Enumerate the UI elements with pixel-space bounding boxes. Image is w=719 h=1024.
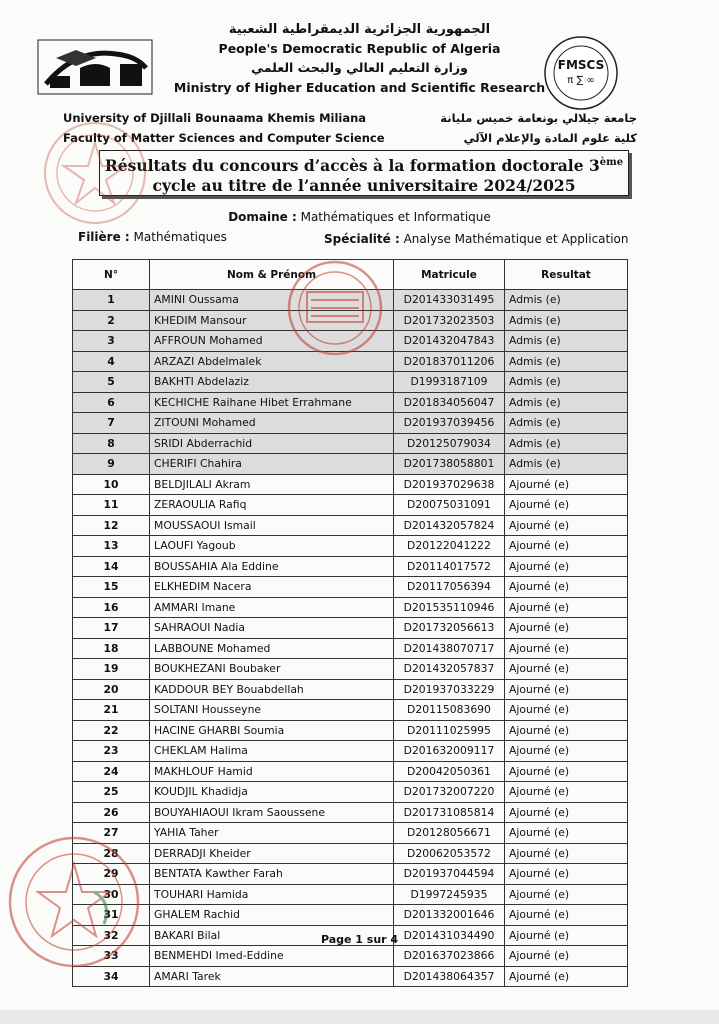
row-name: LAOUFI Yagoub	[150, 536, 394, 557]
row-name: BENMEHDI Imed-Eddine	[150, 946, 394, 967]
row-result: Ajourné (e)	[505, 864, 628, 885]
row-matricule: D201637023866	[394, 946, 505, 967]
row-result: Ajourné (e)	[505, 700, 628, 721]
table-row	[73, 331, 628, 352]
row-result: Ajourné (e)	[505, 577, 628, 598]
row-matricule: D1993187109	[394, 372, 505, 393]
row-matricule: D201937044594	[394, 864, 505, 885]
ministry-line: Ministry of Higher Education and Scientific Research	[173, 80, 546, 95]
row-name: HACINE GHARBI Soumia	[150, 720, 394, 741]
row-result: Admis (e)	[505, 433, 628, 454]
row-name: BOUSSAHIA Ala Eddine	[150, 556, 394, 577]
row-name: AMARI Tarek	[150, 966, 394, 987]
row-result: Admis (e)	[505, 392, 628, 413]
table-row	[73, 905, 628, 926]
row-matricule: D201438070717	[394, 638, 505, 659]
row-name: AMINI Oussama	[150, 290, 394, 311]
filiere-line	[78, 230, 227, 244]
faculty-name: Faculty of Matter Sciences and Computer Science	[63, 131, 385, 145]
table-row	[73, 946, 628, 967]
table-row	[73, 884, 628, 905]
row-number: 13	[73, 536, 150, 557]
row-result: Ajourné (e)	[505, 925, 628, 946]
row-result: Ajourné (e)	[505, 720, 628, 741]
faculty-logo-text: FMSCS	[557, 58, 605, 72]
row-matricule: D201438064357	[394, 966, 505, 987]
row-number: 9	[73, 454, 150, 475]
row-result: Admis (e)	[505, 413, 628, 434]
row-number: 11	[73, 495, 150, 516]
row-name: ELKHEDIM Nacera	[150, 577, 394, 598]
row-name: KECHICHE Raihane Hibet Errahmane	[150, 392, 394, 413]
row-name: SOLTANI Housseyne	[150, 700, 394, 721]
row-name: AMMARI Imane	[150, 597, 394, 618]
row-name: CHEKLAM Halima	[150, 741, 394, 762]
domain-label: Domaine :	[228, 210, 297, 224]
row-number: 14	[73, 556, 150, 577]
row-matricule: D201731085814	[394, 802, 505, 823]
row-name: SRIDI Abderrachid	[150, 433, 394, 454]
row-matricule: D20115083690	[394, 700, 505, 721]
table-row	[73, 454, 628, 475]
table-row	[73, 474, 628, 495]
university-name: University of Djillali Bounaama Khemis Miliana	[63, 111, 367, 125]
row-matricule: D201738058801	[394, 454, 505, 475]
table-row	[73, 392, 628, 413]
row-number: 16	[73, 597, 150, 618]
filiere-value: Mathématiques	[129, 230, 227, 244]
header-number: N°	[73, 260, 150, 290]
row-name: MAKHLOUF Hamid	[150, 761, 394, 782]
specialite-value: Analyse Mathématique et Application	[399, 232, 629, 246]
row-matricule: D201732056613	[394, 618, 505, 639]
row-number: 26	[73, 802, 150, 823]
row-name: TOUHARI Hamida	[150, 884, 394, 905]
row-matricule: D201632009117	[394, 741, 505, 762]
row-matricule: D201937033229	[394, 679, 505, 700]
results-table	[72, 259, 628, 987]
row-number: 20	[73, 679, 150, 700]
row-result: Ajourné (e)	[505, 823, 628, 844]
row-result: Admis (e)	[505, 454, 628, 475]
row-name: BAKARI Bilal	[150, 925, 394, 946]
table-row	[73, 618, 628, 639]
row-number: 17	[73, 618, 150, 639]
row-matricule: D201433031495	[394, 290, 505, 311]
row-name: ZERAOULIA Rafiq	[150, 495, 394, 516]
row-number: 33	[73, 946, 150, 967]
row-name: GHALEM Rachid	[150, 905, 394, 926]
table-row	[73, 741, 628, 762]
republic-line: People's Democratic Republic of Algeria	[218, 41, 501, 56]
row-matricule: D1997245935	[394, 884, 505, 905]
row-result: Ajourné (e)	[505, 946, 628, 967]
row-matricule: D20114017572	[394, 556, 505, 577]
row-matricule: D201937029638	[394, 474, 505, 495]
row-result: Ajourné (e)	[505, 884, 628, 905]
row-name: DERRADJI Kheider	[150, 843, 394, 864]
row-name: CHERIFI Chahira	[150, 454, 394, 475]
row-number: 23	[73, 741, 150, 762]
row-number: 3	[73, 331, 150, 352]
row-name: AFFROUN Mohamed	[150, 331, 394, 352]
row-result: Ajourné (e)	[505, 966, 628, 987]
results-title	[99, 150, 629, 196]
row-name: BELDJILALI Akram	[150, 474, 394, 495]
row-result: Ajourné (e)	[505, 843, 628, 864]
row-number: 29	[73, 864, 150, 885]
row-name: ARZAZI Abdelmalek	[150, 351, 394, 372]
table-row	[73, 638, 628, 659]
row-result: Admis (e)	[505, 372, 628, 393]
row-matricule: D201535110946	[394, 597, 505, 618]
row-result: Ajourné (e)	[505, 536, 628, 557]
faculty-name-arabic: كلية علوم المادة والإعلام الآلي	[463, 131, 637, 145]
row-matricule: D20125079034	[394, 433, 505, 454]
row-result: Admis (e)	[505, 310, 628, 331]
row-result: Ajourné (e)	[505, 782, 628, 803]
bottom-margin	[0, 1010, 719, 1024]
specialite-line	[324, 232, 629, 246]
row-name: KOUDJIL Khadidja	[150, 782, 394, 803]
row-matricule: D201732007220	[394, 782, 505, 803]
table-row	[73, 556, 628, 577]
row-result: Ajourné (e)	[505, 638, 628, 659]
arabic-ministry-line: وزارة التعليم العالي والبحث العلمي	[251, 60, 468, 75]
row-matricule: D20042050361	[394, 761, 505, 782]
row-number: 30	[73, 884, 150, 905]
table-row	[73, 351, 628, 372]
row-name: ZITOUNI Mohamed	[150, 413, 394, 434]
table-row	[73, 577, 628, 598]
row-matricule: D20128056671	[394, 823, 505, 844]
row-number: 4	[73, 351, 150, 372]
domain-value: Mathématiques et Informatique	[296, 210, 491, 224]
row-number: 19	[73, 659, 150, 680]
row-name: YAHIA Taher	[150, 823, 394, 844]
header-name: Nom & Prénom	[150, 260, 394, 290]
row-number: 31	[73, 905, 150, 926]
table-header-row	[73, 260, 628, 290]
row-matricule: D20111025995	[394, 720, 505, 741]
table-row	[73, 761, 628, 782]
row-matricule: D20117056394	[394, 577, 505, 598]
row-number: 18	[73, 638, 150, 659]
row-result: Ajourné (e)	[505, 679, 628, 700]
table-row	[73, 413, 628, 434]
table-row	[73, 597, 628, 618]
header-result: Resultat	[505, 260, 628, 290]
table-row	[73, 679, 628, 700]
table-row	[73, 700, 628, 721]
row-matricule: D201834056047	[394, 392, 505, 413]
table-row	[73, 864, 628, 885]
title-superscript: ème	[599, 157, 624, 168]
table-row	[73, 843, 628, 864]
row-result: Ajourné (e)	[505, 741, 628, 762]
row-result: Admis (e)	[505, 351, 628, 372]
table-row	[73, 802, 628, 823]
row-matricule: D201431034490	[394, 925, 505, 946]
row-number: 32	[73, 925, 150, 946]
row-result: Ajourné (e)	[505, 597, 628, 618]
table-row	[73, 515, 628, 536]
arabic-republic-line: الجمهورية الجزائرية الديمقراطية الشعبية	[228, 22, 491, 37]
table-row	[73, 966, 628, 987]
row-matricule: D201837011206	[394, 351, 505, 372]
row-name: KADDOUR BEY Bouabdellah	[150, 679, 394, 700]
row-result: Ajourné (e)	[505, 761, 628, 782]
svg-text:π ∑ ∞: π ∑ ∞	[567, 75, 595, 86]
row-number: 34	[73, 966, 150, 987]
row-result: Ajourné (e)	[505, 905, 628, 926]
title-line-1: Résultats du concours d’accès à la formation doctorale 3	[104, 156, 600, 176]
row-name: KHEDIM Mansour	[150, 310, 394, 331]
row-matricule: D201432057837	[394, 659, 505, 680]
row-number: 24	[73, 761, 150, 782]
row-result: Ajourné (e)	[505, 556, 628, 577]
title-line-2: cycle au titre de l’année universitaire 2024/2025	[152, 176, 576, 196]
row-matricule: D201332001646	[394, 905, 505, 926]
row-number: 25	[73, 782, 150, 803]
row-number: 1	[73, 290, 150, 311]
table-row	[73, 290, 628, 311]
row-result: Admis (e)	[505, 331, 628, 352]
table-row	[73, 659, 628, 680]
row-number: 12	[73, 515, 150, 536]
row-matricule: D201432047843	[394, 331, 505, 352]
row-number: 21	[73, 700, 150, 721]
table-row	[73, 433, 628, 454]
row-matricule: D201937039456	[394, 413, 505, 434]
row-result: Ajourné (e)	[505, 659, 628, 680]
row-matricule: D20122041222	[394, 536, 505, 557]
row-result: Ajourné (e)	[505, 515, 628, 536]
row-number: 8	[73, 433, 150, 454]
page-number: Page 1 sur 4	[320, 933, 399, 946]
row-number: 28	[73, 843, 150, 864]
row-result: Ajourné (e)	[505, 802, 628, 823]
table-row	[73, 823, 628, 844]
row-name: SAHRAOUI Nadia	[150, 618, 394, 639]
row-result: Admis (e)	[505, 290, 628, 311]
table-row	[73, 536, 628, 557]
row-name: BOUYAHIAOUI Ikram Saoussene	[150, 802, 394, 823]
table-row	[73, 372, 628, 393]
table-row	[73, 495, 628, 516]
row-name: LABBOUNE Mohamed	[150, 638, 394, 659]
row-matricule: D20062053572	[394, 843, 505, 864]
row-number: 27	[73, 823, 150, 844]
domain-line	[0, 210, 719, 224]
table-row	[73, 310, 628, 331]
specialite-label: Spécialité :	[324, 232, 400, 246]
university-name-arabic: جامعة جيلالي بونعامة خميس مليانة	[440, 111, 637, 125]
table-row	[73, 720, 628, 741]
row-name: MOUSSAOUI Ismail	[150, 515, 394, 536]
row-name: BENTATA Kawther Farah	[150, 864, 394, 885]
row-result: Ajourné (e)	[505, 618, 628, 639]
row-name: BOUKHEZANI Boubaker	[150, 659, 394, 680]
table-row	[73, 782, 628, 803]
row-name: BAKHTI Abdelaziz	[150, 372, 394, 393]
row-result: Ajourné (e)	[505, 495, 628, 516]
row-number: 22	[73, 720, 150, 741]
row-number: 10	[73, 474, 150, 495]
row-result: Ajourné (e)	[505, 474, 628, 495]
header-matricule: Matricule	[394, 260, 505, 290]
row-number: 15	[73, 577, 150, 598]
filiere-label: Filière :	[78, 230, 130, 244]
row-matricule: D201732023503	[394, 310, 505, 331]
row-matricule: D201432057824	[394, 515, 505, 536]
row-number: 7	[73, 413, 150, 434]
row-number: 5	[73, 372, 150, 393]
row-matricule: D20075031091	[394, 495, 505, 516]
row-number: 2	[73, 310, 150, 331]
row-number: 6	[73, 392, 150, 413]
